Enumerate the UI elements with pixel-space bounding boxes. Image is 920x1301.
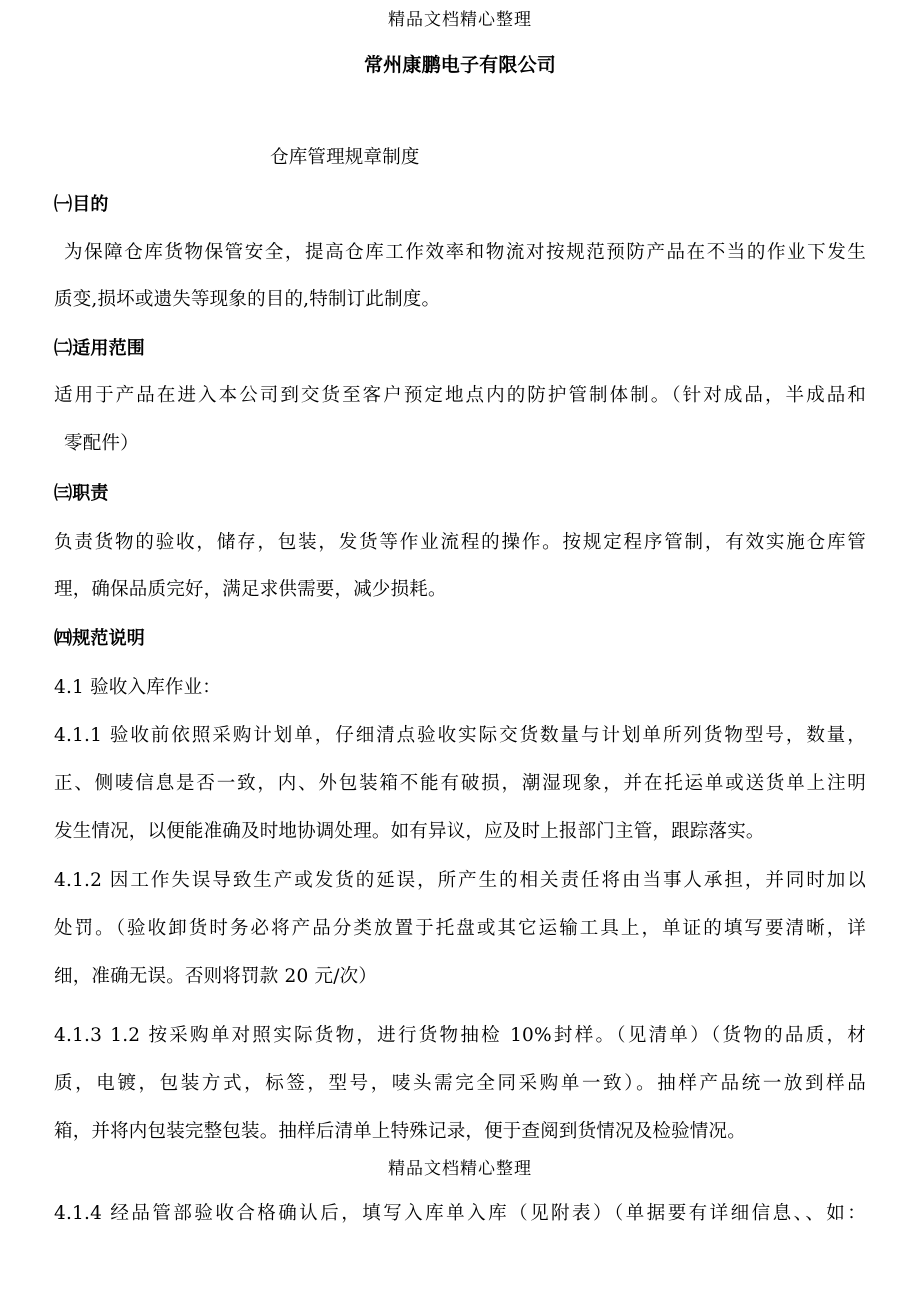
item-4-1-1-line: 发生情况，以便能准确及时地协调处理。如有异议，应及时上报部门主管，跟踪落实。	[54, 821, 765, 842]
watermark-top: 精品文档精心整理	[388, 10, 532, 30]
item-4-1-2-line: 4.1.2 因工作失误导致生产或发货的延误，所产生的相关责任将由当事人承担，并同时加以	[54, 870, 866, 891]
section-heading-scope: ㈡适用范围	[54, 338, 145, 359]
item-4-1-1-line: 正、侧唛信息是否一致，内、外包装箱不能有破损，潮湿现象，并在托运单或送货单上注明	[54, 773, 866, 794]
subsection-4-1: 4.1 验收入库作业：	[54, 677, 222, 698]
item-4-1-3-line: 4.1.3 1.2 按采购单对照实际货物，进行货物抽检 10%封样。（见清单）（货物的品质，材	[54, 1025, 866, 1046]
item-4-1-2-line: 细，准确无误。否则将罚款 20 元/次）	[54, 966, 378, 987]
item-4-1-1-line: 4.1.1 验收前依照采购计划单，仔细清点验收实际交货数量与计划单所列货物型号，数量，	[54, 725, 866, 746]
paragraph-line: 零配件）	[64, 433, 139, 454]
item-4-1-3-line: 箱，并将内包装完整包装。抽样后清单上特殊记录，便于查阅到货情况及检验情况。	[54, 1121, 746, 1142]
company-name: 常州康鹏电子有限公司	[363, 54, 556, 76]
section-heading-spec: ㈣规范说明	[54, 628, 145, 649]
item-4-1-4-line: 4.1.4 经品管部验收合格确认后，填写入库单入库（见附表）（单据要有详细信息、、如：	[54, 1203, 866, 1224]
section-heading-duty: ㈢职责	[54, 483, 109, 504]
paragraph-line: 质变,损坏或遗失等现象的目的,特制订此制度。	[54, 289, 441, 310]
paragraph-line: 负责货物的验收，储存，包装，发货等作业流程的操作。按规定程序管制，有效实施仓库管	[54, 532, 866, 553]
section-heading-purpose: ㈠目的	[54, 194, 109, 215]
document-title: 仓库管理规章制度	[270, 147, 420, 168]
paragraph-line: 适用于产品在进入本公司到交货至客户预定地点内的防护管制体制。（针对成品，半成品和	[54, 385, 866, 406]
paragraph-line: 理，确保品质完好，满足求供需要，减少损耗。	[54, 579, 447, 600]
item-4-1-3-line: 质，电镀，包装方式，标签，型号，唛头需完全同采购单一致）。抽样产品统一放到样品	[54, 1073, 866, 1094]
paragraph-line: 为保障仓库货物保管安全，提高仓库工作效率和物流对按规范预防产品在不当的作业下发生	[64, 242, 866, 263]
watermark-bottom: 精品文档精心整理	[388, 1159, 532, 1179]
item-4-1-2-line: 处罚。（验收卸货时务必将产品分类放置于托盘或其它运输工具上，单证的填写要清晰，详	[54, 918, 866, 939]
